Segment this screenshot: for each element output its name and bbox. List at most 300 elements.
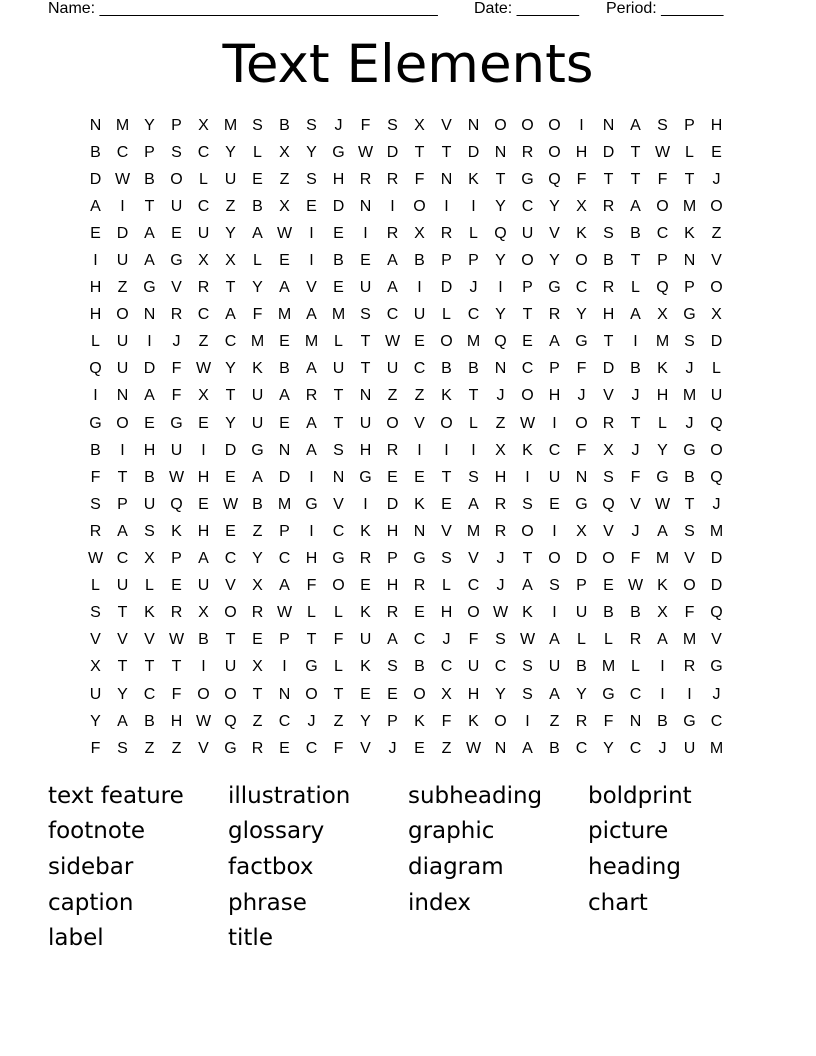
grid-letter[interactable]: A <box>306 306 317 324</box>
grid-letter[interactable]: D <box>224 441 237 459</box>
grid-letter[interactable]: M <box>466 522 481 540</box>
grid-letter[interactable]: V <box>414 414 425 432</box>
grid-letter[interactable]: U <box>224 658 237 676</box>
grid-letter[interactable]: V <box>117 631 128 649</box>
grid-letter[interactable]: A <box>630 197 641 215</box>
grid-letter[interactable]: T <box>144 658 155 676</box>
grid-letter[interactable]: K <box>468 712 479 730</box>
grid-letter[interactable]: T <box>684 170 695 188</box>
grid-letter[interactable]: A <box>198 550 209 568</box>
grid-letter[interactable]: P <box>171 116 182 134</box>
grid-letter[interactable]: H <box>602 306 615 324</box>
grid-letter[interactable]: O <box>197 685 210 703</box>
grid-letter[interactable]: H <box>197 468 210 486</box>
grid-letter[interactable]: F <box>333 631 344 649</box>
grid-letter[interactable]: D <box>278 468 291 486</box>
grid-letter[interactable]: L <box>91 333 100 351</box>
grid-letter[interactable]: J <box>631 441 640 459</box>
grid-letter[interactable]: W <box>519 414 536 432</box>
grid-letter[interactable]: W <box>168 631 185 649</box>
grid-letter[interactable]: D <box>89 170 102 188</box>
grid-letter[interactable]: J <box>658 739 667 757</box>
grid-letter[interactable]: S <box>333 441 344 459</box>
grid-letter[interactable]: A <box>279 387 290 405</box>
grid-letter[interactable]: C <box>467 577 480 595</box>
grid-letter[interactable]: H <box>386 522 399 540</box>
grid-letter[interactable]: U <box>548 468 561 486</box>
grid-letter[interactable]: I <box>309 252 314 270</box>
grid-letter[interactable]: E <box>90 224 101 242</box>
grid-letter[interactable]: E <box>252 170 263 188</box>
grid-letter[interactable]: V <box>711 252 722 270</box>
grid-letter[interactable]: T <box>630 170 641 188</box>
grid-letter[interactable]: K <box>657 577 668 595</box>
grid-letter[interactable]: G <box>170 252 183 270</box>
grid-letter[interactable]: T <box>333 414 344 432</box>
grid-letter[interactable]: W <box>168 468 185 486</box>
grid-letter[interactable]: Z <box>549 712 560 730</box>
grid-letter[interactable]: Z <box>198 333 209 351</box>
grid-letter[interactable]: W <box>654 495 671 513</box>
grid-letter[interactable]: B <box>252 197 263 215</box>
grid-letter[interactable]: P <box>657 252 668 270</box>
grid-letter[interactable]: T <box>468 387 479 405</box>
grid-letter[interactable]: S <box>387 658 398 676</box>
grid-letter[interactable]: E <box>279 252 290 270</box>
grid-letter[interactable]: T <box>414 143 425 161</box>
grid-letter[interactable]: R <box>170 306 183 324</box>
grid-letter[interactable]: L <box>253 252 262 270</box>
grid-letter[interactable]: Y <box>90 712 101 730</box>
grid-letter[interactable]: L <box>577 631 586 649</box>
grid-letter[interactable]: E <box>225 468 236 486</box>
grid-letter[interactable]: Z <box>441 739 452 757</box>
grid-letter[interactable]: X <box>198 387 209 405</box>
grid-letter[interactable]: C <box>413 360 426 378</box>
grid-letter[interactable]: V <box>306 279 317 297</box>
grid-letter[interactable]: I <box>660 658 665 676</box>
grid-letter[interactable]: A <box>522 739 533 757</box>
grid-letter[interactable]: P <box>522 279 533 297</box>
grid-letter[interactable]: X <box>657 604 668 622</box>
grid-letter[interactable]: G <box>251 441 264 459</box>
grid-letter[interactable]: C <box>548 441 561 459</box>
grid-letter[interactable]: I <box>363 495 368 513</box>
grid-letter[interactable]: K <box>441 387 452 405</box>
grid-letter[interactable]: O <box>116 414 129 432</box>
grid-letter[interactable]: N <box>359 197 372 215</box>
grid-letter[interactable]: Q <box>89 360 102 378</box>
grid-letter[interactable]: G <box>683 306 696 324</box>
grid-letter[interactable]: J <box>469 279 478 297</box>
grid-letter[interactable]: B <box>630 224 641 242</box>
grid-letter[interactable]: R <box>602 279 615 297</box>
grid-letter[interactable]: B <box>90 143 101 161</box>
grid-letter[interactable]: I <box>390 197 395 215</box>
grid-letter[interactable]: U <box>386 360 399 378</box>
grid-letter[interactable]: R <box>359 170 372 188</box>
grid-letter[interactable]: H <box>710 116 723 134</box>
grid-letter[interactable]: V <box>603 522 614 540</box>
grid-letter[interactable]: S <box>684 333 695 351</box>
grid-letter[interactable]: G <box>575 333 588 351</box>
grid-letter[interactable]: T <box>252 685 263 703</box>
grid-letter[interactable]: F <box>576 360 587 378</box>
grid-letter[interactable]: H <box>656 387 669 405</box>
grid-letter[interactable]: O <box>521 387 534 405</box>
grid-letter[interactable]: K <box>522 604 533 622</box>
grid-letter[interactable]: F <box>171 360 182 378</box>
grid-letter[interactable]: K <box>414 712 425 730</box>
grid-letter[interactable]: I <box>201 441 206 459</box>
grid-letter[interactable]: X <box>90 658 101 676</box>
grid-letter[interactable]: L <box>91 577 100 595</box>
grid-letter[interactable]: B <box>657 712 668 730</box>
grid-letter[interactable]: H <box>494 468 507 486</box>
grid-letter[interactable]: O <box>575 252 588 270</box>
grid-letter[interactable]: U <box>116 360 129 378</box>
grid-letter[interactable]: W <box>222 495 239 513</box>
grid-letter[interactable]: K <box>360 522 371 540</box>
grid-letter[interactable]: A <box>117 712 128 730</box>
grid-letter[interactable]: E <box>198 495 209 513</box>
grid-letter[interactable]: B <box>684 468 695 486</box>
grid-letter[interactable]: C <box>278 550 291 568</box>
grid-letter[interactable]: S <box>387 116 398 134</box>
grid-letter[interactable]: N <box>143 306 156 324</box>
grid-letter[interactable]: E <box>279 739 290 757</box>
grid-letter[interactable]: R <box>440 224 453 242</box>
grid-letter[interactable]: G <box>224 739 237 757</box>
grid-letter[interactable]: O <box>521 252 534 270</box>
grid-letter[interactable]: B <box>333 252 344 270</box>
grid-letter[interactable]: G <box>413 550 426 568</box>
grid-letter[interactable]: S <box>306 116 317 134</box>
grid-letter[interactable]: Y <box>225 360 236 378</box>
grid-letter[interactable]: M <box>682 387 697 405</box>
grid-letter[interactable]: O <box>494 116 507 134</box>
grid-letter[interactable]: E <box>414 333 425 351</box>
grid-letter[interactable]: U <box>224 170 237 188</box>
grid-letter[interactable]: Q <box>710 468 723 486</box>
grid-letter[interactable]: U <box>332 360 345 378</box>
grid-letter[interactable]: S <box>603 468 614 486</box>
grid-letter[interactable]: F <box>576 170 587 188</box>
grid-letter[interactable]: L <box>469 414 478 432</box>
grid-letter[interactable]: F <box>603 712 614 730</box>
grid-letter[interactable]: C <box>629 685 642 703</box>
grid-letter[interactable]: C <box>629 739 642 757</box>
grid-letter[interactable]: G <box>170 414 183 432</box>
grid-letter[interactable]: R <box>575 712 588 730</box>
grid-letter[interactable]: S <box>522 658 533 676</box>
grid-letter[interactable]: G <box>305 658 318 676</box>
grid-letter[interactable]: F <box>630 550 641 568</box>
grid-letter[interactable]: Q <box>710 604 723 622</box>
grid-letter[interactable]: T <box>360 360 371 378</box>
grid-letter[interactable]: N <box>494 360 507 378</box>
grid-letter[interactable]: L <box>631 658 640 676</box>
grid-letter[interactable]: Q <box>710 414 723 432</box>
grid-letter[interactable]: W <box>465 739 482 757</box>
grid-letter[interactable]: N <box>494 143 507 161</box>
grid-letter[interactable]: J <box>712 495 721 513</box>
grid-letter[interactable]: L <box>334 333 343 351</box>
grid-letter[interactable]: S <box>657 116 668 134</box>
grid-letter[interactable]: F <box>252 306 263 324</box>
grid-letter[interactable]: E <box>252 631 263 649</box>
grid-letter[interactable]: O <box>521 522 534 540</box>
grid-letter[interactable]: U <box>413 306 426 324</box>
grid-letter[interactable]: S <box>171 143 182 161</box>
grid-letter[interactable]: J <box>334 116 343 134</box>
grid-letter[interactable]: V <box>549 224 560 242</box>
grid-letter[interactable]: I <box>309 468 314 486</box>
grid-letter[interactable]: A <box>252 468 263 486</box>
grid-letter[interactable]: Z <box>495 414 506 432</box>
grid-letter[interactable]: T <box>684 495 695 513</box>
grid-letter[interactable]: Z <box>333 712 344 730</box>
grid-letter[interactable]: D <box>602 143 615 161</box>
grid-letter[interactable]: Y <box>495 685 506 703</box>
grid-letter[interactable]: X <box>441 685 452 703</box>
grid-letter[interactable]: R <box>521 143 534 161</box>
grid-letter[interactable]: M <box>709 522 724 540</box>
grid-letter[interactable]: Q <box>602 495 615 513</box>
grid-letter[interactable]: S <box>495 631 506 649</box>
grid-letter[interactable]: O <box>170 170 183 188</box>
grid-letter[interactable]: E <box>279 414 290 432</box>
grid-letter[interactable]: B <box>144 712 155 730</box>
grid-letter[interactable]: J <box>685 360 694 378</box>
grid-letter[interactable]: O <box>413 685 426 703</box>
grid-letter[interactable]: A <box>279 577 290 595</box>
grid-letter[interactable]: U <box>467 658 480 676</box>
grid-letter[interactable]: I <box>498 279 503 297</box>
grid-letter[interactable]: Z <box>171 739 182 757</box>
grid-letter[interactable]: Z <box>117 279 128 297</box>
grid-letter[interactable]: E <box>549 495 560 513</box>
grid-letter[interactable]: C <box>197 197 210 215</box>
grid-letter[interactable]: W <box>87 550 104 568</box>
grid-letter[interactable]: T <box>225 279 236 297</box>
grid-letter[interactable]: Q <box>494 224 507 242</box>
grid-letter[interactable]: R <box>629 631 642 649</box>
grid-letter[interactable]: T <box>522 550 533 568</box>
grid-letter[interactable]: V <box>468 550 479 568</box>
grid-letter[interactable]: F <box>333 739 344 757</box>
grid-letter[interactable]: K <box>414 495 425 513</box>
grid-letter[interactable]: S <box>306 170 317 188</box>
grid-letter[interactable]: Q <box>224 712 237 730</box>
grid-letter[interactable]: C <box>224 550 237 568</box>
grid-letter[interactable]: E <box>306 197 317 215</box>
grid-letter[interactable]: A <box>549 333 560 351</box>
grid-letter[interactable]: R <box>386 441 399 459</box>
grid-letter[interactable]: E <box>522 333 533 351</box>
grid-letter[interactable]: T <box>225 631 236 649</box>
grid-letter[interactable]: Q <box>548 170 561 188</box>
grid-letter[interactable]: X <box>576 197 587 215</box>
grid-letter[interactable]: R <box>197 279 210 297</box>
grid-letter[interactable]: E <box>360 577 371 595</box>
grid-letter[interactable]: U <box>170 197 183 215</box>
grid-letter[interactable]: H <box>332 170 345 188</box>
grid-letter[interactable]: U <box>575 604 588 622</box>
grid-letter[interactable]: X <box>576 522 587 540</box>
grid-letter[interactable]: P <box>387 712 398 730</box>
grid-letter[interactable]: E <box>711 143 722 161</box>
grid-letter[interactable]: I <box>471 441 476 459</box>
grid-letter[interactable]: I <box>552 522 557 540</box>
grid-letter[interactable]: P <box>441 252 452 270</box>
grid-letter[interactable]: F <box>684 604 695 622</box>
grid-letter[interactable]: V <box>225 577 236 595</box>
grid-letter[interactable]: A <box>522 577 533 595</box>
grid-letter[interactable]: X <box>225 252 236 270</box>
grid-letter[interactable]: X <box>198 252 209 270</box>
grid-letter[interactable]: H <box>359 441 372 459</box>
grid-letter[interactable]: C <box>656 224 669 242</box>
grid-letter[interactable]: Y <box>117 685 128 703</box>
grid-letter[interactable]: S <box>90 604 101 622</box>
grid-letter[interactable]: C <box>386 306 399 324</box>
grid-letter[interactable]: Y <box>225 224 236 242</box>
grid-letter[interactable]: U <box>359 279 372 297</box>
grid-letter[interactable]: K <box>360 658 371 676</box>
grid-letter[interactable]: L <box>469 224 478 242</box>
grid-letter[interactable]: D <box>575 550 588 568</box>
grid-letter[interactable]: O <box>224 604 237 622</box>
grid-letter[interactable]: Y <box>495 306 506 324</box>
grid-letter[interactable]: M <box>277 495 292 513</box>
grid-letter[interactable]: X <box>144 550 155 568</box>
grid-letter[interactable]: Y <box>252 550 263 568</box>
grid-letter[interactable]: H <box>467 685 480 703</box>
grid-letter[interactable]: A <box>387 279 398 297</box>
grid-letter[interactable]: R <box>602 197 615 215</box>
grid-letter[interactable]: R <box>494 522 507 540</box>
grid-letter[interactable]: L <box>442 306 451 324</box>
grid-letter[interactable]: C <box>116 550 129 568</box>
grid-letter[interactable]: M <box>682 197 697 215</box>
grid-letter[interactable]: Y <box>144 116 155 134</box>
grid-letter[interactable]: Y <box>252 279 263 297</box>
grid-letter[interactable]: E <box>279 333 290 351</box>
grid-letter[interactable]: T <box>630 414 641 432</box>
grid-letter[interactable]: L <box>631 279 640 297</box>
grid-letter[interactable]: O <box>683 577 696 595</box>
grid-letter[interactable]: P <box>684 279 695 297</box>
grid-letter[interactable]: V <box>198 739 209 757</box>
grid-letter[interactable]: W <box>384 333 401 351</box>
grid-letter[interactable]: O <box>440 333 453 351</box>
grid-letter[interactable]: V <box>333 495 344 513</box>
grid-letter[interactable]: O <box>548 143 561 161</box>
grid-letter[interactable]: R <box>359 550 372 568</box>
grid-letter[interactable]: T <box>441 468 452 486</box>
grid-letter[interactable]: C <box>710 712 723 730</box>
grid-letter[interactable]: A <box>144 252 155 270</box>
grid-letter[interactable]: N <box>440 170 453 188</box>
grid-letter[interactable]: W <box>519 631 536 649</box>
grid-letter[interactable]: A <box>279 279 290 297</box>
grid-letter[interactable]: Q <box>170 495 183 513</box>
grid-letter[interactable]: L <box>604 631 613 649</box>
grid-letter[interactable]: O <box>548 550 561 568</box>
grid-letter[interactable]: S <box>252 116 263 134</box>
grid-letter[interactable]: U <box>359 414 372 432</box>
grid-letter[interactable]: A <box>252 224 263 242</box>
grid-letter[interactable]: Y <box>576 306 587 324</box>
grid-letter[interactable]: N <box>683 252 696 270</box>
grid-letter[interactable]: A <box>306 441 317 459</box>
grid-letter[interactable]: J <box>631 387 640 405</box>
grid-letter[interactable]: I <box>633 333 638 351</box>
grid-letter[interactable]: Z <box>387 387 398 405</box>
grid-letter[interactable]: J <box>577 387 586 405</box>
grid-letter[interactable]: G <box>89 414 102 432</box>
grid-letter[interactable]: L <box>199 170 208 188</box>
grid-letter[interactable]: E <box>144 414 155 432</box>
grid-letter[interactable]: D <box>710 577 723 595</box>
grid-letter[interactable]: N <box>359 387 372 405</box>
grid-letter[interactable]: B <box>549 739 560 757</box>
grid-letter[interactable]: F <box>468 631 479 649</box>
grid-letter[interactable]: N <box>629 712 642 730</box>
grid-letter[interactable]: I <box>93 252 98 270</box>
grid-letter[interactable]: G <box>710 658 723 676</box>
grid-letter[interactable]: I <box>552 414 557 432</box>
grid-letter[interactable]: Y <box>657 441 668 459</box>
grid-letter[interactable]: U <box>143 495 156 513</box>
grid-letter[interactable]: O <box>224 685 237 703</box>
grid-letter[interactable]: R <box>386 224 399 242</box>
grid-letter[interactable]: E <box>171 577 182 595</box>
grid-letter[interactable]: A <box>630 306 641 324</box>
grid-letter[interactable]: C <box>521 360 534 378</box>
grid-letter[interactable]: A <box>657 631 668 649</box>
grid-letter[interactable]: N <box>494 739 507 757</box>
grid-letter[interactable]: V <box>441 522 452 540</box>
grid-letter[interactable]: Y <box>306 143 317 161</box>
grid-letter[interactable]: T <box>171 658 182 676</box>
grid-letter[interactable]: A <box>225 306 236 324</box>
grid-letter[interactable]: W <box>276 224 293 242</box>
grid-letter[interactable]: Y <box>495 197 506 215</box>
grid-letter[interactable]: E <box>414 468 425 486</box>
grid-letter[interactable]: S <box>684 522 695 540</box>
grid-letter[interactable]: U <box>521 224 534 242</box>
grid-letter[interactable]: T <box>225 387 236 405</box>
grid-letter[interactable]: C <box>575 739 588 757</box>
grid-letter[interactable]: K <box>252 360 263 378</box>
grid-letter[interactable]: F <box>306 577 317 595</box>
grid-letter[interactable]: H <box>197 522 210 540</box>
grid-letter[interactable]: U <box>116 252 129 270</box>
grid-letter[interactable]: A <box>90 197 101 215</box>
grid-letter[interactable]: B <box>414 658 425 676</box>
grid-letter[interactable]: D <box>332 197 345 215</box>
grid-letter[interactable]: M <box>223 116 238 134</box>
grid-letter[interactable]: W <box>276 604 293 622</box>
grid-letter[interactable]: A <box>306 414 317 432</box>
grid-letter[interactable]: A <box>144 387 155 405</box>
grid-letter[interactable]: I <box>93 387 98 405</box>
grid-letter[interactable]: C <box>521 197 534 215</box>
grid-letter[interactable]: E <box>603 577 614 595</box>
grid-letter[interactable]: E <box>414 604 425 622</box>
